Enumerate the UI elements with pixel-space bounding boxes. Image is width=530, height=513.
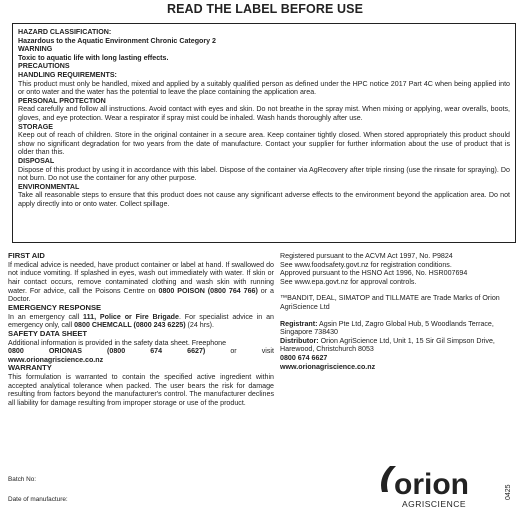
sds-phone-word: 674 [150,347,163,356]
warranty-text: This formulation is warranted to contain the specified active ingredient within accepted analytical tolerance when packed. The user bears the risk for damage resulting from factors beyond the manufacturer's control. The manufacturer declines all liability for damage resulting from improper storage or use of the product. [8,373,274,407]
first-aid-text-b: or a Doctor. [8,286,275,304]
first-aid-text-a: If medical advice is needed, have product container or label at hand. If swallowed do not induce vomiting. If splashed in eyes, wash out immediately with water. If skin or hair contact occurs, remove contaminated clothing and wash skin with running water. For advice, call the Poisons Centre on [8,260,274,295]
warning-text: Toxic to aquatic life with long lasting effects. [18,53,169,62]
distributor-label: Distributor: [280,336,319,345]
label-code-text: 0425 [505,484,512,500]
sds-visit: visit [261,347,274,356]
sds-heading: SAFETY DATA SHEET [8,328,88,338]
warning-heading: WARNING [18,45,53,54]
distributor-phone: 0800 674 6627 [280,353,328,362]
distributor-website-link[interactable]: www.orionagriscience.co.nz [280,362,376,371]
storage-heading: STORAGE [18,122,53,131]
chemcall-phone: 0800 CHEMCALL (0800 243 6225) [74,321,186,330]
classification-heading: HAZARD CLASSIFICATION: [18,28,112,36]
first-aid-text [8,261,274,304]
hazard-box [12,23,516,243]
ppe-heading: PERSONAL PROTECTION [18,96,106,105]
sds-phone-word: 0800 [8,347,24,356]
emergency-text-c: (24 hrs). [185,321,214,330]
page-title: READ THE LABEL BEFORE USE [166,2,364,16]
emergency-text [8,313,274,330]
registration-line: Registered pursuant to the ACVM Act 1997, No. P9824 [280,252,453,260]
distributor-text: Orion AgriScience Ltd, Unit 1, 15 Sir Gil Simpson Drive, Harewood, Christchurch 8053 [280,336,495,354]
distributor-block [280,337,520,354]
handling-text: This product must only be handled, mixed and applied by a suitably qualified person as defined under the HPC notice 2017 Part 4C when being applied into or onto water and the water has the potential to leave the place containing the application area. [18,79,510,97]
emergency-text-a: In an emergency call [8,312,84,321]
emergency-heading: EMERGENCY RESPONSE [8,302,102,312]
disposal-text: Dispose of this product by using it in accordance with this label. Dispose of the container via AgRecovery after triple rinsing (use the rinsate for spraying). Do not burn. Do not use the container for any other purpose. [18,165,510,183]
warranty-heading: WARRANTY [8,363,52,373]
registration-line: See www.epa.govt.nz for approval controls. [280,277,417,286]
registration-line: See www.foodsafety.govt.nz for registration conditions. [280,260,452,269]
precautions-heading: PRECAUTIONS [18,62,70,71]
registrant-text: Agsin Pte Ltd, Zagro Global Hub, 5 Woodlands Terrace, Singapore 738430 [280,319,494,337]
disposal-heading: DISPOSAL [18,156,55,165]
sds-text: Additional information is provided in the safety data sheet. Freephone [8,338,227,347]
environmental-text: Take all reasonable steps to ensure that this product does not cause any significant adverse effects to the environment beyond the application area. Do not apply directly into or onto water. Collect spillage. [18,191,510,208]
emergency-text-b: . For specialist advice in an emergency only, call [8,312,275,330]
poisons-phone: 0800 POISON (0800 764 766) [158,286,258,295]
classification-text: Hazardous to the Aquatic Environment Chronic Category 2 [18,36,216,45]
handling-heading: HANDLING REQUIREMENTS: [18,70,117,79]
batch-label: Batch No: [8,476,37,483]
registration-line: Approved pursuant to the HSNO Act 1996, No. HSR007694 [280,269,468,278]
label-code [500,466,514,502]
sds-phone-line [8,347,274,356]
left-column [8,252,274,408]
emergency-bold-a: 111, Police or Fire Brigade [83,312,179,321]
logo-subtitle: AGRISCIENCE [401,499,467,509]
manufacture-date-label: Date of manufacture: [8,496,68,503]
first-aid-heading: FIRST AID [8,251,45,260]
orion-logo [376,462,492,510]
storage-text: Keep out of reach of children. Store in the original container in a secure area. Keep container tightly closed. When stored appropriately this product should show no significant degradation for two years from the date of manufacture. Contact your supplier for further information about the use of product that is older than this. [18,131,510,157]
sds-phone-word: 6627) [187,347,206,356]
registrant-label: Registrant: [280,319,318,328]
logo-word: orion [394,468,469,501]
sds-phone-word: ORIONAS [48,347,82,356]
right-column [280,252,520,371]
sds-website-link[interactable]: www.orionagriscience.co.nz [8,355,104,364]
sds-or: or [230,347,237,356]
ppe-text: Read carefully and follow all instructions. Avoid contact with eyes and skin. Do not breathe in the spray mist. When mixing or applying, wear overalls, boots, gloves, and eye protection. Wear a respirator if spray mist could be inhaled. Wash hands thoroughly after use. [18,105,510,122]
registrant-block [280,320,520,337]
environmental-heading: ENVIRONMENTAL [18,182,80,191]
sds-phone-word: (0800 [107,347,126,356]
trademark-text: ™BANDIT, DEAL, SIMATOP and TILLMATE are Trade Marks of Orion AgriScience Ltd [280,294,500,311]
